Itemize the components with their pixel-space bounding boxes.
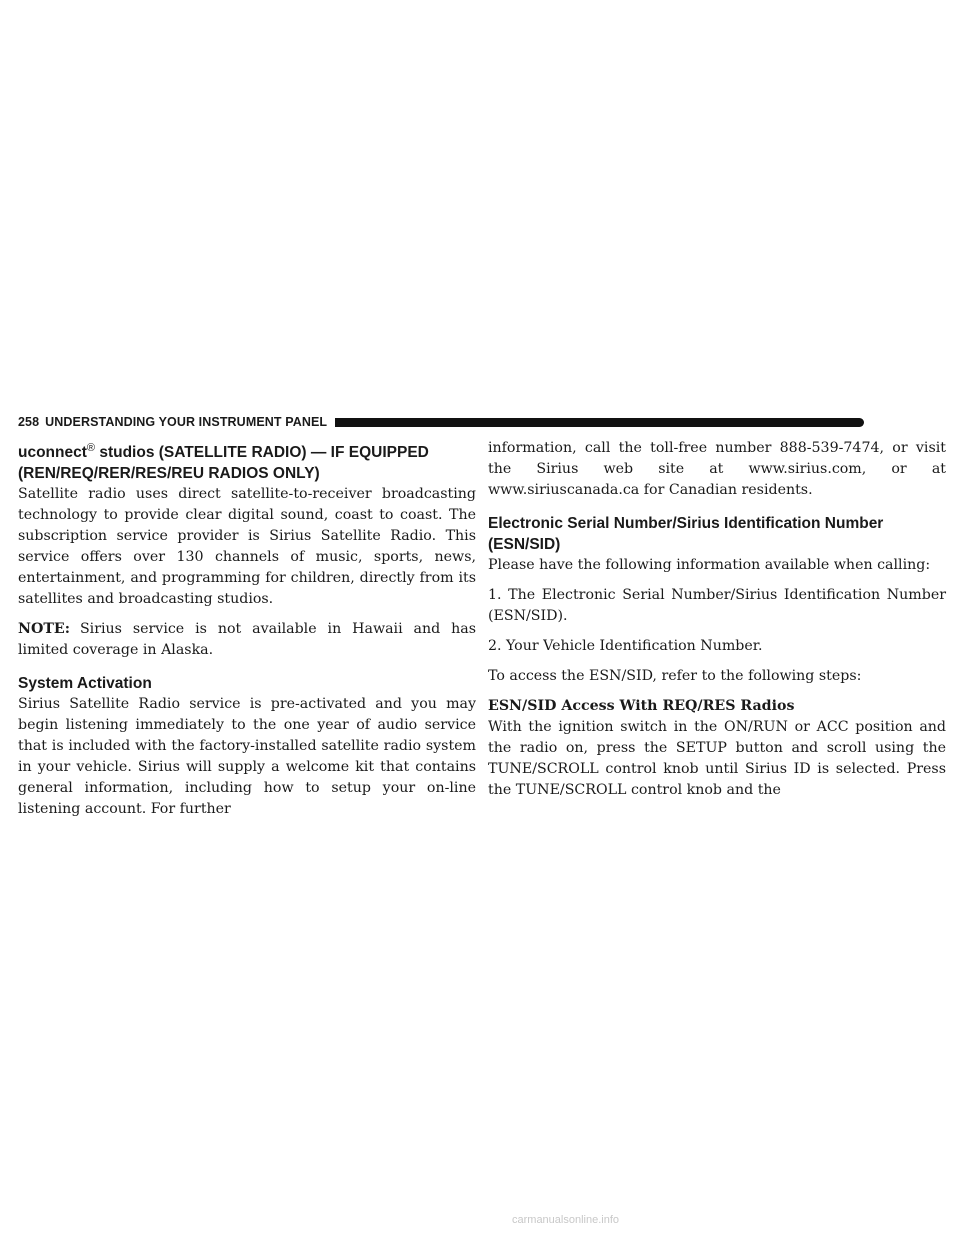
section-title: UNDERSTANDING YOUR INSTRUMENT PANEL	[45, 415, 328, 429]
list-item-2: 2. Your Vehicle Identification Number.	[488, 638, 763, 654]
header-rule	[335, 418, 864, 427]
main-heading	[18, 438, 476, 484]
left-column	[18, 438, 476, 820]
intro-paragraph: Satellite radio uses direct satellite-to-receiver broadcasting technology to provide clear digital sound, coast to coast. The subscription service provider is Sirius Satellite Radio. This service offers over 130 channels of music, sports, news, entertainment, and programming for children, directly from its satellites and broadcasting studios.	[18, 486, 476, 608]
system-activation-heading: System Activation	[18, 675, 152, 693]
access-paragraph: With the ignition switch in the ON/RUN or ACC position and the radio on, press the SETUP button and scroll using the TUNE/SCROLL control knob until Sirius ID is selected. Press the TUNE/SCROLL control knob and the	[488, 719, 946, 798]
steps-intro: To access the ESN/SID, refer to the following steps:	[488, 668, 862, 684]
note-label: NOTE:	[18, 621, 70, 638]
right-column	[488, 438, 946, 801]
esn-access-subheading: ESN/SID Access With REQ/RES Radios	[488, 698, 795, 714]
esn-heading: Electronic Serial Number/Sirius Identification Number (ESN/SID)	[488, 515, 884, 553]
main-heading-rest: studios (SATELLITE RADIO) — IF EQUIPPED (REN/REQ/RER/RES/REU RADIOS ONLY)	[18, 444, 429, 483]
brand-name: uconnect	[18, 444, 87, 462]
page-number: 258	[18, 415, 40, 429]
continued-paragraph: information, call the toll-free number 888-539-7474, or visit the Sirius web site at www.sirius.com, or at www.siriuscanada.ca for Canadian residents.	[488, 440, 946, 498]
note-text: Sirius service is not available in Hawaii and has limited coverage in Alaska.	[18, 621, 476, 659]
watermark-logo: carmanualsonline.info	[512, 1214, 620, 1226]
list-item-1: 1. The Electronic Serial Number/Sirius Identification Number (ESN/SID).	[488, 587, 946, 624]
note-paragraph	[18, 619, 476, 661]
registered-mark: ®	[86, 442, 96, 454]
info-paragraph: Please have the following information available when calling:	[488, 557, 931, 573]
activation-paragraph: Sirius Satellite Radio service is pre-activated and you may begin listening immediately to the one year of audio service that is included with the factory-installed satellite radio system in your vehicle. Sirius will supply a welcome kit that contains general information, including how to setup your on-line listening account. For further	[18, 696, 476, 818]
page-header	[18, 414, 864, 430]
